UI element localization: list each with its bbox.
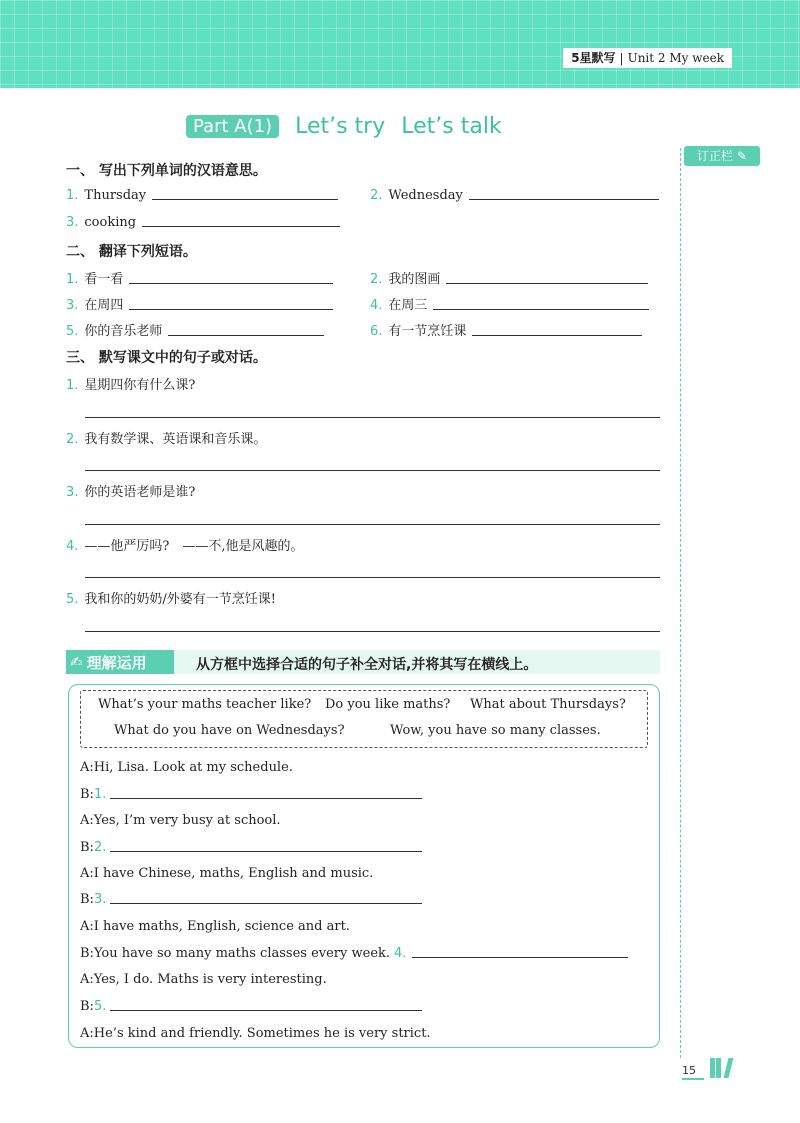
title-lets-try: Let’s try [295,114,386,139]
s2-item-3: 3. 在周四 [66,294,333,313]
s3-item-1: 1. 星期四你有什么课? [66,378,196,393]
s2-item-5: 5. 你的音乐老师 [66,320,324,339]
comprehension-badge [66,650,174,674]
s1-item-3: 3. cooking [66,215,340,230]
header-separator: | [619,51,624,65]
comprehension-instruction: 从方框中选择合适的句子补全对话,并将其写在横线上。 [196,657,538,673]
s2-item-6: 6. 有一节烹饪课 [370,320,642,339]
answer-line[interactable] [152,198,338,200]
answer-line[interactable] [110,1010,422,1011]
lesson-title [186,114,502,139]
dialogue-line-9: A: Yes, I do. Maths is very interesting. [80,972,327,987]
dialogue-line-2: B: 1. [80,787,422,802]
comprehension-badge-text: 理解运用 [86,653,147,672]
answer-line[interactable] [129,308,333,310]
answer-line[interactable] [129,282,333,284]
edit-note-icon: ✍ [70,653,83,671]
answer-line[interactable] [85,417,660,418]
s3-item-5: 5. 我和你的奶奶/外婆有一节烹饪课! [66,592,277,607]
book-brand: 5星默写 [571,51,616,65]
header-band [0,0,800,88]
s2-item-2: 2. 我的图画 [370,268,648,287]
answer-line[interactable] [85,470,660,471]
title-lets-talk: Let’s talk [401,114,502,139]
section-2-heading: 二、 翻译下列短语。 [66,244,197,260]
s3-item-2: 2. 我有数学课、英语课和音乐课。 [66,432,267,447]
page-number-underline [682,1078,704,1080]
dialogue-line-10: B: 5. [80,999,422,1014]
section-1-heading: 一、 写出下列单词的汉语意思。 [66,163,267,179]
header-tag [563,48,732,68]
s1-item-2: 2. Wednesday [370,188,659,203]
answer-line[interactable] [472,334,642,336]
answer-line[interactable] [412,957,628,958]
correction-label [684,146,760,166]
answer-line[interactable] [110,798,422,799]
answer-line[interactable] [469,198,659,200]
dialogue-line-1: A: Hi, Lisa. Look at my schedule. [80,760,293,775]
answer-line[interactable] [85,631,660,632]
dialogue-line-8: B: You have so many maths classes every week. 4. [80,946,628,961]
answer-line[interactable] [110,903,422,904]
s3-item-4: 4. ——他严厉吗? ——不,他是风趣的。 [66,539,304,554]
answer-line[interactable] [110,851,422,852]
option-5: Wow, you have so many classes. [390,723,601,738]
s2-item-1: 1. 看一看 [66,268,333,287]
dialogue-line-3: A: Yes, I’m very busy at school. [80,813,281,828]
section-3-heading: 三、 默写课文中的句子或对话。 [66,350,267,366]
dialogue-line-11: A: He’s kind and friendly. Sometimes he is very strict. [80,1026,431,1041]
pencil-icon: ✎ [736,149,748,163]
s3-item-3: 3. 你的英语老师是谁? [66,485,196,500]
answer-line[interactable] [142,225,340,227]
answer-line[interactable] [85,524,660,525]
s1-item-1: 1. Thursday [66,188,338,203]
dialogue-line-5: A: I have Chinese, maths, English and music. [80,866,374,881]
answer-line[interactable] [85,577,660,578]
page-number: 15 [682,1064,696,1077]
dialogue-line-4: B: 2. [80,840,422,855]
dialogue-line-6: B: 3. [80,892,422,907]
answer-line[interactable] [168,334,324,336]
unit-title: Unit 2 My week [627,51,724,65]
answer-line[interactable] [433,308,649,310]
option-3: What about Thursdays? [470,697,626,712]
part-badge: Part A(1) [186,115,279,138]
s2-item-4: 4. 在周三 [370,294,649,313]
correction-label-text: 订正栏 [696,149,733,163]
correction-column [680,148,682,1058]
option-4: What do you have on Wednesdays? [114,723,345,738]
answer-line[interactable] [446,282,648,284]
option-1: What’s your maths teacher like? [98,697,312,712]
option-2: Do you like maths? [325,697,451,712]
dialogue-line-7: A: I have maths, English, science and art. [80,919,350,934]
